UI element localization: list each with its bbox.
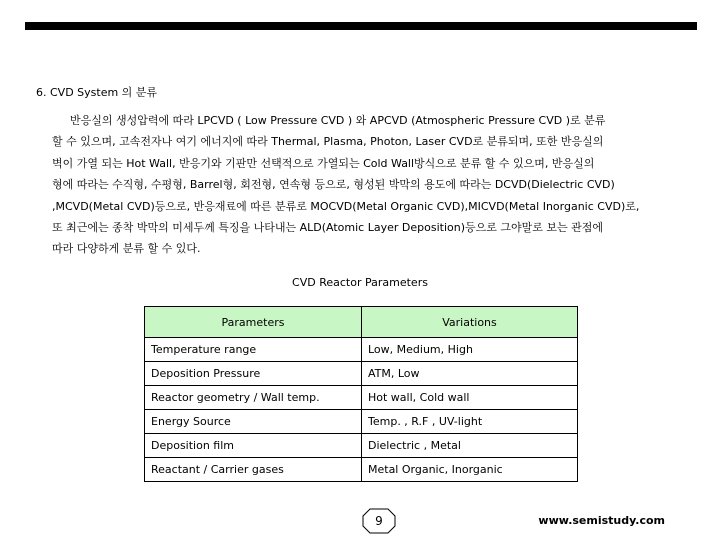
- table-cell: Low, Medium, High: [362, 338, 578, 362]
- paragraph-line: 따라 다양하게 분류 할 수 있다.: [52, 242, 201, 256]
- paragraph-line: ,MCVD(Metal CVD)등으로, 반응재료에 따른 분류로 MOCVD(Metal Organic CVD),MICVD(Metal Inorganic CVD)로,: [52, 199, 640, 213]
- table-row: [145, 458, 578, 482]
- paragraph-line: 형에 따라는 수직형, 수평형, Barrel형, 회전형, 연속형 등으로, 형성된 박막의 용도에 따라는 DCVD(Dielectric CVD): [52, 178, 615, 192]
- page-number: 9: [375, 514, 383, 528]
- table-cell: Deposition Pressure: [145, 362, 362, 386]
- top-rule: [25, 22, 697, 30]
- table-cell: Reactant / Carrier gases: [145, 458, 362, 482]
- table-cell: Metal Organic, Inorganic: [362, 458, 578, 482]
- table-header-row: [145, 307, 578, 338]
- table-cell: Deposition film: [145, 434, 362, 458]
- table-cell: Energy Source: [145, 410, 362, 434]
- table-row: [145, 386, 578, 410]
- paragraph-line: 할 수 있으며, 고속전자나 여기 에너지에 따라 Thermal, Plasma, Photon, Laser CVD로 분류되며, 또한 반응실의: [52, 135, 604, 149]
- paragraph-line: 벽이 가열 되는 Hot Wall, 반응기와 기판만 선택적으로 가열되는 Cold Wall방식으로 분류 할 수 있으며, 반응실의: [52, 156, 595, 170]
- column-header: Variations: [362, 307, 578, 338]
- table-row: [145, 434, 578, 458]
- table-cell: ATM, Low: [362, 362, 578, 386]
- body-paragraph: [52, 110, 692, 260]
- paragraph-line: 반응실의 생성압력에 따라 LPCVD ( Low Pressure CVD ) 와 APCVD (Atmospheric Pressure CVD )로 분류: [70, 114, 606, 127]
- table-row: [145, 338, 578, 362]
- column-header: Parameters: [145, 307, 362, 338]
- page-number-badge: [362, 508, 396, 534]
- table-cell: Dielectric , Metal: [362, 434, 578, 458]
- section-heading: 6. CVD System 의 분류: [36, 86, 158, 99]
- table-title: CVD Reactor Parameters: [292, 276, 428, 289]
- paragraph-line: 또 최근에는 종착 박막의 미세두께 특징을 나타내는 ALD(Atomic Layer Deposition)등으로 그야말로 보는 관점에: [52, 221, 603, 235]
- site-url: www.semistudy.com: [538, 514, 665, 527]
- table-row: [145, 362, 578, 386]
- table-cell: Hot wall, Cold wall: [362, 386, 578, 410]
- table-cell: Temperature range: [145, 338, 362, 362]
- table-cell: Reactor geometry / Wall temp.: [145, 386, 362, 410]
- table-cell: Temp. , R.F , UV-light: [362, 410, 578, 434]
- table-row: [145, 410, 578, 434]
- parameters-table: [144, 306, 578, 482]
